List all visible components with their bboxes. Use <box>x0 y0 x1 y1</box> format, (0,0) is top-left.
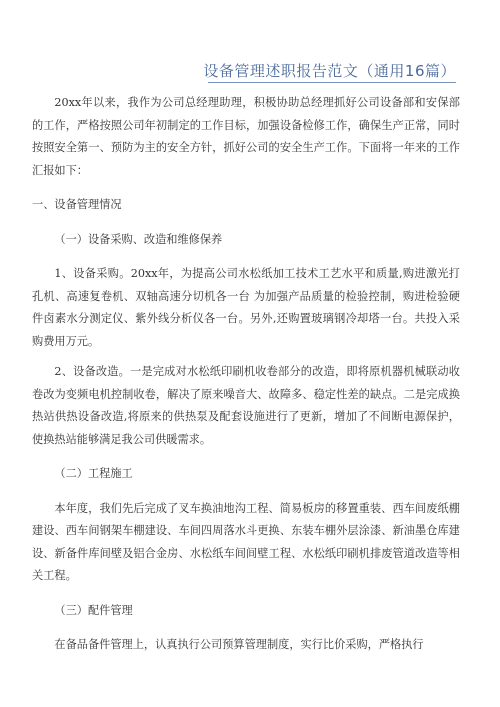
construction-paragraph: 本年度，我们先后完成了叉车换油地沟工程、简易板房的移置重装、西车间废纸棚建设、西车间钢架车棚建设、车间四周落水斗更换、东装车棚外层涂漆、新油墨仓库建设、新备件库间壁及铝合金房、水松纸车间间壁工程、水松纸印刷机排废管道改造等相关工程。 <box>32 501 460 582</box>
title-underline <box>208 82 456 83</box>
equipment-renovation-paragraph: 2、设备改造。一是完成对水松纸印刷机收卷部分的改造，即将原机器机械联动收卷改为变频电机控制收卷，解决了原来噪音大、故障多、稳定性差的缺点。二是完成换热站供热设备改造,将原来的供热泵及配套设施进行了更新，增加了不间断电源保护，使换热站能够满足我公司供暖需求。 <box>32 365 460 446</box>
intro-paragraph: 20xx年以来，我作为公司总经理助理，积极协助总经理抓好公司设备部和安保部的工作，严格按照公司年初制定的工作目标，加强设备检修工作，确保生产正常，同时按照安全第一、预防为主的安全方针，抓好公司的安全生产工作。下面将一年来的工作汇报如下： <box>32 96 460 177</box>
subsection-heading-1: （一）设备采购、改造和维修保养 <box>54 232 223 246</box>
document-body <box>32 92 460 657</box>
parts-management-paragraph: 在备品备件管理上，认真执行公司预算管理制度，实行比价采购，严格执行 <box>54 638 424 651</box>
section-heading-1: 一、设备管理情况 <box>32 198 122 211</box>
equipment-purchase-paragraph: 1、设备采购。20xx年，为提高公司水松纸加工技术工艺水平和质量,购进激光打孔机、高速复卷机、双轴高速分切机各一台 为加强产品质量的检验控制，购进检验硬件卤素水分测定仪、紫外线分析仪各一台。另外,还购置玻璃钢冷却塔一台。共投入采购费用万元。 <box>32 267 460 348</box>
subsection-heading-2: （二）工程施工 <box>54 467 133 480</box>
document-title: 设备管理述职报告范文（通用16篇） <box>203 62 456 80</box>
subsection-heading-3: （三）配件管理 <box>54 603 133 617</box>
